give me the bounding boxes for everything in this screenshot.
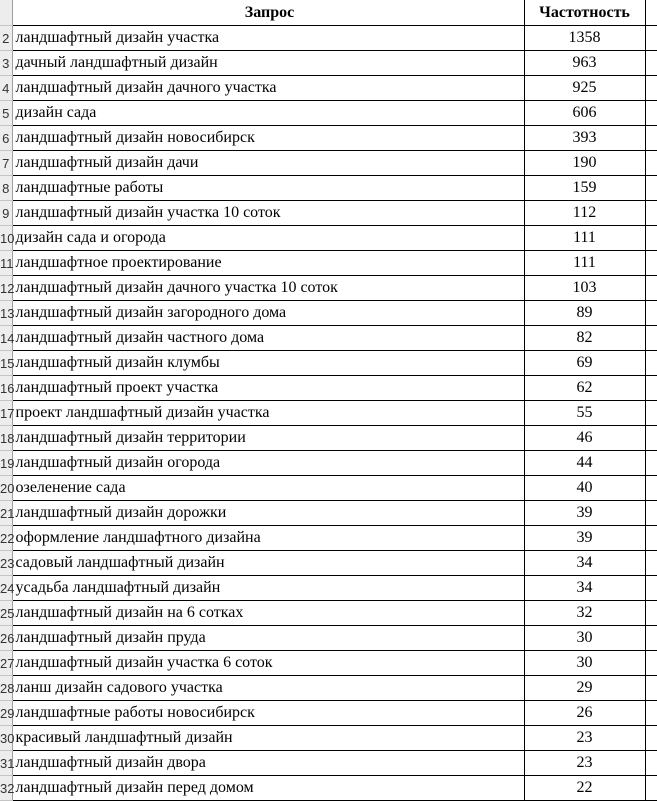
- table-row: [0, 701, 657, 726]
- row-number[interactable]: 14: [0, 326, 12, 351]
- frequency-cell[interactable]: 89: [524, 301, 645, 326]
- frequency-cell[interactable]: 159: [524, 176, 645, 201]
- row-number[interactable]: 7: [0, 151, 12, 176]
- empty-cell[interactable]: [645, 376, 657, 401]
- row-number[interactable]: 6: [0, 126, 12, 151]
- table-row: [0, 626, 657, 651]
- query-cell[interactable]: проект ландшафтный дизайн участка: [12, 401, 524, 426]
- header-cell-query[interactable]: Запрос: [12, 0, 524, 26]
- query-cell[interactable]: ландшафтный дизайн частного дома: [12, 326, 524, 351]
- row-number[interactable]: 4: [0, 76, 12, 101]
- row-number[interactable]: 28: [0, 676, 12, 701]
- row-number[interactable]: 11: [0, 251, 12, 276]
- frequency-cell[interactable]: 30: [524, 626, 645, 651]
- table-row: [0, 751, 657, 776]
- row-number[interactable]: 32: [0, 776, 12, 801]
- table-row: [0, 676, 657, 701]
- query-cell[interactable]: садовый ландшафтный дизайн: [12, 551, 524, 576]
- query-cell[interactable]: ланш дизайн садового участка: [12, 676, 524, 701]
- row-number[interactable]: 23: [0, 551, 12, 576]
- empty-cell[interactable]: [645, 601, 657, 626]
- empty-cell[interactable]: [645, 251, 657, 276]
- empty-cell[interactable]: [645, 501, 657, 526]
- table-row: [0, 526, 657, 551]
- empty-cell[interactable]: [645, 576, 657, 601]
- table-row: [0, 476, 657, 501]
- frequency-cell[interactable]: 34: [524, 551, 645, 576]
- query-cell[interactable]: ландшафтный дизайн на 6 сотках: [12, 601, 524, 626]
- frequency-cell[interactable]: 34: [524, 576, 645, 601]
- empty-cell[interactable]: [645, 51, 657, 76]
- frequency-cell[interactable]: 26: [524, 701, 645, 726]
- row-number[interactable]: 8: [0, 176, 12, 201]
- empty-cell[interactable]: [645, 276, 657, 301]
- frequency-cell[interactable]: 39: [524, 501, 645, 526]
- frequency-cell[interactable]: 62: [524, 376, 645, 401]
- empty-cell[interactable]: [645, 101, 657, 126]
- query-cell[interactable]: ландшафтное проектирование: [12, 251, 524, 276]
- table-row: [0, 726, 657, 751]
- frequency-cell[interactable]: 23: [524, 751, 645, 776]
- empty-cell[interactable]: [645, 151, 657, 176]
- empty-cell[interactable]: [645, 0, 657, 26]
- frequency-cell[interactable]: 925: [524, 76, 645, 101]
- table-row: [0, 451, 657, 476]
- empty-cell[interactable]: [645, 526, 657, 551]
- frequency-cell[interactable]: 29: [524, 676, 645, 701]
- query-cell[interactable]: ландшафтный дизайн дачного участка: [12, 76, 524, 101]
- empty-cell[interactable]: [645, 676, 657, 701]
- query-cell[interactable]: ландшафтный дизайн участка: [12, 26, 524, 51]
- row-number[interactable]: 27: [0, 651, 12, 676]
- table-row: [0, 26, 657, 51]
- table-row: [0, 376, 657, 401]
- row-number[interactable]: 24: [0, 576, 12, 601]
- row-number[interactable]: 2: [0, 26, 12, 51]
- table-row: [0, 651, 657, 676]
- query-cell[interactable]: ландшафтный дизайн дорожки: [12, 501, 524, 526]
- table-row: [0, 426, 657, 451]
- row-number[interactable]: 20: [0, 476, 12, 501]
- empty-cell[interactable]: [645, 26, 657, 51]
- frequency-cell[interactable]: 190: [524, 151, 645, 176]
- frequency-cell[interactable]: 23: [524, 726, 645, 751]
- header-cell-frequency[interactable]: Частотность: [524, 0, 645, 26]
- row-number[interactable]: 31: [0, 751, 12, 776]
- frequency-cell[interactable]: 111: [524, 251, 645, 276]
- query-cell[interactable]: ландшафтный дизайн двора: [12, 751, 524, 776]
- row-number[interactable]: 19: [0, 451, 12, 476]
- frequency-cell[interactable]: 40: [524, 476, 645, 501]
- empty-cell[interactable]: [645, 551, 657, 576]
- row-number[interactable]: 9: [0, 201, 12, 226]
- row-number[interactable]: 15: [0, 351, 12, 376]
- table-row: [0, 351, 657, 376]
- query-cell[interactable]: красивый ландшафтный дизайн: [12, 726, 524, 751]
- row-number[interactable]: 26: [0, 626, 12, 651]
- empty-cell[interactable]: [645, 651, 657, 676]
- empty-cell[interactable]: [645, 476, 657, 501]
- frequency-cell[interactable]: 39: [524, 526, 645, 551]
- frequency-cell[interactable]: 30: [524, 651, 645, 676]
- empty-cell[interactable]: [645, 451, 657, 476]
- table-row: [0, 276, 657, 301]
- query-cell[interactable]: ландшафтный дизайн перед домом: [12, 776, 524, 801]
- row-number[interactable]: 13: [0, 301, 12, 326]
- table-row: [0, 551, 657, 576]
- table-row: [0, 401, 657, 426]
- empty-cell[interactable]: [645, 176, 657, 201]
- frequency-cell[interactable]: 606: [524, 101, 645, 126]
- empty-cell[interactable]: [645, 751, 657, 776]
- row-number[interactable]: 30: [0, 726, 12, 751]
- query-cell[interactable]: дизайн сада и огорода: [12, 226, 524, 251]
- query-cell[interactable]: ландшафтный проект участка: [12, 376, 524, 401]
- empty-cell[interactable]: [645, 126, 657, 151]
- query-cell[interactable]: ландшафтный дизайн новосибирск: [12, 126, 524, 151]
- query-cell[interactable]: ландшафтный дизайн пруда: [12, 626, 524, 651]
- frequency-cell[interactable]: 46: [524, 426, 645, 451]
- table-row: [0, 576, 657, 601]
- empty-cell[interactable]: [645, 301, 657, 326]
- empty-cell[interactable]: [645, 776, 657, 801]
- query-cell[interactable]: ландшафтный дизайн огорода: [12, 451, 524, 476]
- empty-cell[interactable]: [645, 626, 657, 651]
- frequency-cell[interactable]: 112: [524, 201, 645, 226]
- row-number[interactable]: 18: [0, 426, 12, 451]
- empty-cell[interactable]: [645, 426, 657, 451]
- query-cell[interactable]: оформление ландшафтного дизайна: [12, 526, 524, 551]
- table-row: [0, 301, 657, 326]
- row-number-1[interactable]: [0, 0, 12, 26]
- query-cell[interactable]: ландшафтные работы новосибирск: [12, 701, 524, 726]
- row-number[interactable]: 10: [0, 226, 12, 251]
- query-cell[interactable]: усадьба ландшафтный дизайн: [12, 576, 524, 601]
- query-cell[interactable]: дачный ландшафтный дизайн: [12, 51, 524, 76]
- row-number[interactable]: 12: [0, 276, 12, 301]
- empty-cell[interactable]: [645, 351, 657, 376]
- table-row: [0, 326, 657, 351]
- table-row: [0, 776, 657, 801]
- table-row: [0, 176, 657, 201]
- row-number[interactable]: 25: [0, 601, 12, 626]
- table-row: [0, 101, 657, 126]
- frequency-cell[interactable]: 1358: [524, 26, 645, 51]
- header-row: [0, 0, 657, 26]
- query-cell[interactable]: ландшафтные работы: [12, 176, 524, 201]
- table-row: [0, 226, 657, 251]
- row-number[interactable]: 29: [0, 701, 12, 726]
- table-row: [0, 151, 657, 176]
- empty-cell[interactable]: [645, 701, 657, 726]
- row-number[interactable]: 3: [0, 51, 12, 76]
- frequency-cell[interactable]: 393: [524, 126, 645, 151]
- query-cell[interactable]: ландшафтный дизайн территории: [12, 426, 524, 451]
- query-cell[interactable]: дизайн сада: [12, 101, 524, 126]
- query-cell[interactable]: ландшафтный дизайн дачного участка 10 соток: [12, 276, 524, 301]
- table-row: [0, 201, 657, 226]
- empty-cell[interactable]: [645, 401, 657, 426]
- frequency-cell[interactable]: 82: [524, 326, 645, 351]
- row-number[interactable]: 22: [0, 526, 12, 551]
- query-cell[interactable]: ландшафтный дизайн дачи: [12, 151, 524, 176]
- frequency-cell[interactable]: 963: [524, 51, 645, 76]
- frequency-cell[interactable]: 69: [524, 351, 645, 376]
- empty-cell[interactable]: [645, 76, 657, 101]
- query-cell[interactable]: ландшафтный дизайн участка 10 соток: [12, 201, 524, 226]
- frequency-cell[interactable]: 55: [524, 401, 645, 426]
- row-number[interactable]: 16: [0, 376, 12, 401]
- table-row: [0, 76, 657, 101]
- row-number[interactable]: 21: [0, 501, 12, 526]
- query-cell[interactable]: ландшафтный дизайн загородного дома: [12, 301, 524, 326]
- query-cell[interactable]: ландшафтный дизайн участка 6 соток: [12, 651, 524, 676]
- table-row: [0, 51, 657, 76]
- frequency-cell[interactable]: 111: [524, 226, 645, 251]
- frequency-cell[interactable]: 103: [524, 276, 645, 301]
- table-row: [0, 126, 657, 151]
- table-row: [0, 501, 657, 526]
- row-number[interactable]: 5: [0, 101, 12, 126]
- empty-cell[interactable]: [645, 326, 657, 351]
- row-number[interactable]: 17: [0, 401, 12, 426]
- empty-cell[interactable]: [645, 726, 657, 751]
- frequency-cell[interactable]: 44: [524, 451, 645, 476]
- query-cell[interactable]: озеленение сада: [12, 476, 524, 501]
- empty-cell[interactable]: [645, 201, 657, 226]
- frequency-cell[interactable]: 32: [524, 601, 645, 626]
- query-cell[interactable]: ландшафтный дизайн клумбы: [12, 351, 524, 376]
- frequency-cell[interactable]: 22: [524, 776, 645, 801]
- table-row: [0, 601, 657, 626]
- table-row: [0, 251, 657, 276]
- empty-cell[interactable]: [645, 226, 657, 251]
